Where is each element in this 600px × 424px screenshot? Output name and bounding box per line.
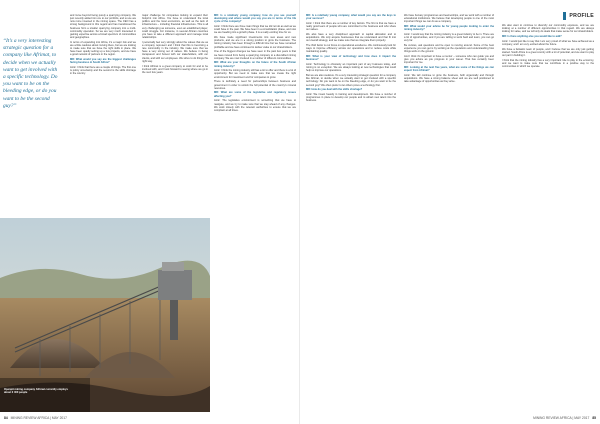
interview-answer: Antic: I would just like to say that I am very proud of what we have achieved as a company, and I am very excited about the future. [502,39,594,46]
left-column-3 [214,14,296,418]
section-header [563,12,594,20]
interview-question: MR: Is there anything else you would like to add? [502,35,562,39]
left-column-1 [70,14,136,218]
page-number: 84 [4,416,8,420]
body-paragraph: In terms of expanding into Africa, it’s a major risk and we are a little cautious about moving there, but we are looking to make sure that we have the right skills in place. We have been quietly setting up a few projects, and we have a good network of partners in the region. [70,40,136,57]
body-paragraph: We have a fantastic team of people, and I believe that we are only just getting started. South Africa is a great country with a lot of potential, and we want to play our part in building it. [502,47,594,58]
interview-question: MR: What are your thoughts on the future of the South African mining industry? [214,61,296,68]
interview-question: MR: What are some of the legislative and regulatory issues affecting you? [214,91,296,98]
body-paragraph: We have bursary programmes and learnerships, and we work with a number of educational institutions. We believe that developing people is one of the most important things we can do as a company. [404,14,494,24]
interview-question: MR: What is your view of technology and how does it impact the business? [306,55,396,62]
body-paragraph: But we are also cautious. It’s a very interesting strategic question for a company like Afrimat, to decide when we actually want to get involved with a specific technology. Do you want to be on the bleeding edge, or do you want to be the second guy? We often prefer to let others prove a technology first. [306,74,396,87]
right-column-1 [306,14,396,414]
body-paragraph: I personally feel very strongly about the values that we as a company represent and I think that this is becoming a rare commodity in the industry. We make sure that we have a very strong set of values. We believe in being transparent and honest with our stakeholders, with our clients, and with our employees. We strive to do things the right way. [142,40,208,63]
body-paragraph: And I think it’s important to have a mentor – someone who can guide you and give you advice as you progress in your career. That has certainly been important for me. [404,55,494,65]
left-column-2 [142,14,208,218]
right-column-3 [502,24,594,414]
section-accent-bar [563,12,566,20]
page-number: 85 [592,416,596,420]
interview-answer: Antic: We invest heavily in training and development. We have a number of programmes in place to develop our people and to attract new talent into the business. [306,93,396,103]
body-paragraph: One of the biggest changes we have seen in the past few years is that we have moved from being a quarrying company to a diversified mining company. We are now involved in a number of different commodities. [214,50,296,60]
right-column-2 [404,14,494,414]
interview-answer: Antic: I think there are three main things that we did not do as well as we could have in the past. We have been in a consolidation phase, and now we are heading into a growth phase. It is a really exciting time for us. [214,25,296,35]
interview-answer: Antic: I would say that the mining industry is a great industry to be in. There are a lot of opportunities, and if you are willing to work hard and learn, you can go very far. [404,32,494,43]
interview-answer: Antic: The legislative environment is something that we have to navigate, and we try to make sure that we stay ahead of any changes. We work closely with the relevant authorities to ensure that we are compliant at all times. [214,99,296,112]
body-paragraph: We also have a very disciplined approach to capital allocation and to acquisitions. We only acquire businesses that we understand and that fit into our overall strategy, and we make sure that we integrate them properly. [306,32,396,43]
footer-right [533,416,596,420]
issue-label: MINING REVIEW AFRICA | MAY 2017 [533,416,590,420]
interview-question: MR: How do you deal with the skills shortage? [306,88,363,92]
section-label: PROFILE [569,13,594,19]
body-paragraph: We have made significant investments into new areas and new products, and we are in a strong position to grow the business. The mining industry has been through a difficult time but we have remained profitable and we have continued to deliver value to our shareholders. [214,36,296,49]
body-paragraph: There is definitely a need for partnerships between business and government in order to unlock the full potential of the country’s mineral resources. [214,80,296,90]
body-paragraph: I think Afrimat is a great company to work for and to be involved with, and I look forward to seeing where we go in the next few years. [142,64,208,74]
conveyor-plant-image [0,218,210,412]
interview-answer: Antic: We will continue to grow the business, both organically and through acquisitions. We have a strong balance sheet and we are well positioned to take advantage of opportunities as they arise. [404,74,494,84]
interview-question: MR: What would your advice be for young people looking to enter the mining industry? [404,25,494,32]
body-paragraph: I think that the mining industry has a very important role to play in the economy, and we want to make sure that we contribute in a positive way to the communities in which we operate. [502,58,594,69]
body-paragraph: The third factor is our focus on operational excellence. We continuously look for ways to improve efficiency across our operations and to reduce costs while maintaining quality. [306,44,396,54]
mining-photo [0,218,210,412]
pull-quote: “It’s a very interesting strategic question for a company like Afrimat, to decide when we actually want to get involved with a specific technology. Do you want to be on the bleeding edge, or do you want to be the second guy?” [3,38,58,109]
issue-label: MINING REVIEW AFRICA | MAY 2017 [10,416,67,420]
right-page [300,0,600,424]
interview-question: MR: What would you say are the biggest challenges facing business in South Africa? [70,58,136,65]
body-paragraph: Be curious, ask questions and be open to moving around. Some of the best experience you can get is by working at the operations and understanding how things work on the ground. [404,44,494,54]
interview-question: MR: Is a relatively young company, how do you see yourself developing and where would you say you are in terms of the life cycle of the company? [214,14,296,24]
interview-question: MR: Is a relatively young company, what would you say are the keys to your success? [306,14,396,21]
interview-answer: Antic: I think that there are a couple of things. The first one is policy uncertainty and the second is the skills shortage in the country. [70,66,136,76]
body-paragraph: major challenge for companies looking to expand their footprint into Africa. You have to understand the local politics and the local economics, as well as the lack of infrastructure – including financial infrastructure. This is all very challenging as someone, even an established player, could struggle. For instance, in several African countries you have to take a different approach and manage local relationships. [142,14,208,40]
interview-answer: Antic: I think the mining industry still has a lot to offer and there is a lot of opportunity. But we need to make sure that we create the right environment for investment and for companies to grow. [214,69,296,79]
body-paragraph: We also want to continue to diversify our commodity exposure, and we are looking at a number of different opportunities in that regard. We are always looking for value, and we will only do deals that make sense for our shareholders. [502,24,594,34]
footer-left [4,416,67,420]
interview-answer: Antic: I think that there are a number of key factors. The first is that we have a really good team of people who are committed to the business and who share our values. [306,21,396,32]
interview-answer: Antic: Technology is obviously an important part of any business today, and mining is no exception. We are always looking at new technologies that could help us improve our operations. [306,63,396,73]
body-paragraph: and move beyond being purely a quarrying company. We just recently added iron ore to our portfolio, and so we are now more invested in the mining space. The CEO has a strong background in this regard and has transitioned the business from a smaller quarrying company into a multi-commodity operation. So we are very much interested in gaining expertise across a broad spectrum of commodities and geographies. [70,14,136,40]
interview-question: MR: Looking at the next five years, what are some of the things we can expect from Afrimat? [404,66,494,73]
photo-caption: Openpit mining company Afrimat currently employs about 2 400 people [4,388,68,395]
